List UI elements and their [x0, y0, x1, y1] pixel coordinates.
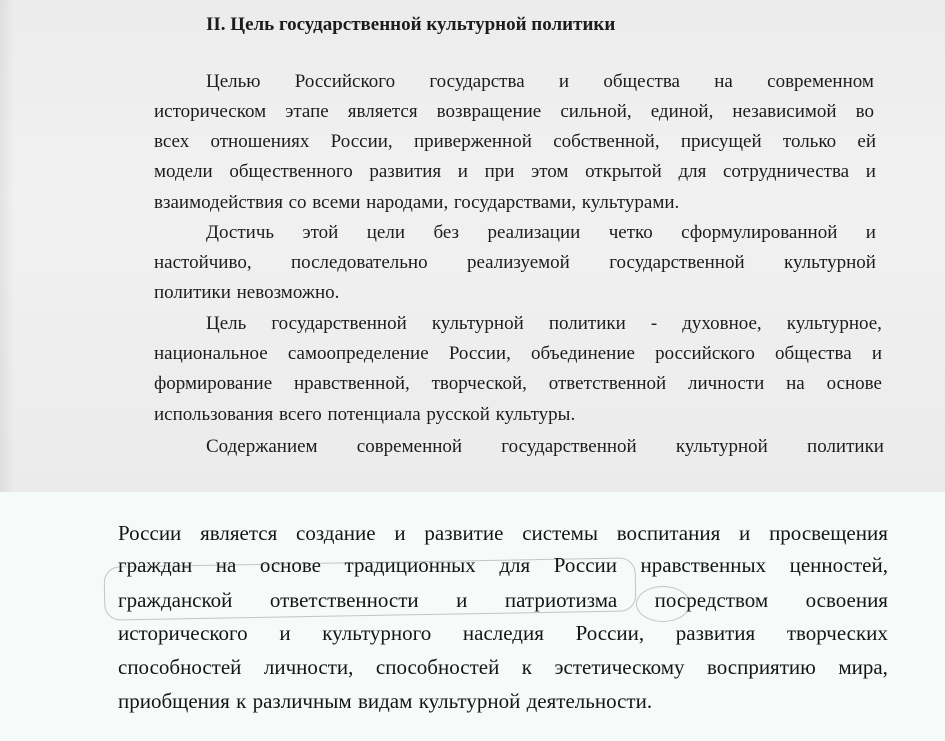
word: общества: [603, 71, 680, 92]
word: и: [279, 621, 291, 645]
word: ответственности: [269, 588, 419, 612]
word: России,: [575, 621, 645, 645]
word: основе: [826, 373, 882, 394]
word: современной: [356, 436, 463, 457]
word: политики: [154, 282, 231, 303]
word: просвещения: [769, 521, 888, 545]
word: культурной: [784, 252, 876, 273]
word: формирование: [154, 373, 273, 394]
text-line: [118, 621, 888, 646]
word: культурного: [322, 621, 432, 645]
word: четко: [608, 222, 653, 243]
text-line: [206, 71, 874, 93]
word: исторического: [118, 621, 248, 645]
word: личности: [688, 373, 765, 394]
word: и: [456, 588, 468, 612]
text-line: [118, 655, 888, 680]
word: культурной: [675, 436, 768, 457]
word: и: [558, 71, 570, 92]
word: России,: [330, 131, 393, 152]
text-line: [118, 689, 818, 714]
word: общества: [775, 343, 852, 364]
word: системы: [522, 521, 598, 545]
word: культурной: [418, 689, 521, 713]
word: является: [200, 521, 278, 545]
word: граждан: [118, 553, 193, 577]
word: традиционных: [344, 553, 476, 577]
word: российского: [655, 343, 755, 364]
word: современном: [767, 71, 874, 92]
text-line: [154, 161, 876, 183]
word: ей: [857, 131, 876, 152]
word: без: [433, 222, 460, 243]
word: патриотизма: [504, 588, 618, 612]
word: воспитания: [616, 521, 721, 545]
word: восприятию: [706, 655, 816, 679]
word: для: [678, 161, 707, 182]
word: приверженной: [413, 131, 532, 152]
word: и: [739, 521, 751, 545]
word: возвращение: [436, 101, 542, 122]
word: Российского: [294, 71, 396, 92]
text-line: [118, 588, 888, 613]
word: освоения: [805, 588, 888, 612]
word: последовательно: [290, 252, 428, 273]
word: народами,: [366, 192, 449, 213]
word: России,: [448, 343, 511, 364]
word: гражданской: [118, 588, 233, 612]
word: посредством: [654, 588, 769, 612]
word: единой,: [650, 101, 714, 122]
word: использования: [154, 404, 274, 425]
word: и: [865, 222, 876, 243]
word: политики: [548, 313, 626, 334]
word: России: [553, 553, 617, 577]
word: к: [521, 655, 532, 679]
word: нравственных: [640, 553, 767, 577]
word: историческом: [154, 101, 267, 122]
word: основе: [259, 553, 322, 577]
word: государственной: [609, 252, 745, 273]
text-line: [154, 282, 454, 304]
word: Цель: [206, 313, 247, 334]
word: всеми: [312, 192, 361, 213]
word: сильной,: [560, 101, 632, 122]
word: независимой: [732, 101, 837, 122]
text-line: [206, 313, 882, 335]
word: Достичь: [206, 222, 275, 243]
word: творческой,: [431, 373, 527, 394]
text-line: [206, 222, 876, 244]
word: присущей: [680, 131, 762, 152]
text-line: [154, 101, 874, 123]
section-heading: II. Цель государственной культурной политики: [206, 14, 616, 35]
word: приобщения: [118, 689, 230, 713]
word: и: [865, 161, 876, 182]
word: государствами,: [453, 192, 577, 213]
word: русской: [426, 404, 490, 425]
word: на: [714, 71, 733, 92]
word: нравственной,: [294, 373, 410, 394]
word: самоопределение: [287, 343, 429, 364]
word: развития: [369, 161, 442, 182]
word: отношениях: [210, 131, 310, 152]
word: национальное: [154, 343, 268, 364]
word: всех: [154, 131, 190, 152]
word: всего: [278, 404, 322, 425]
word: эстетическому: [554, 655, 685, 679]
text-line: [154, 404, 654, 426]
word: открытой: [585, 161, 662, 182]
word: общественного: [229, 161, 353, 182]
word: этапе: [285, 101, 329, 122]
word: культуры.: [495, 404, 576, 425]
word: при: [484, 161, 515, 182]
word: различным: [252, 689, 352, 713]
word: государства: [429, 71, 525, 92]
word: сформулированной: [681, 222, 838, 243]
word: невозможно.: [236, 282, 340, 303]
word: государственной: [501, 436, 637, 457]
word: этом: [531, 161, 569, 182]
word: Содержанием: [206, 436, 318, 457]
word: собственной,: [553, 131, 660, 152]
text-line: [154, 192, 754, 214]
scanned-page-bottom: [0, 492, 945, 741]
word: мира,: [838, 655, 888, 679]
word: духовное,: [682, 313, 762, 334]
word: развитие: [424, 521, 504, 545]
word: творческих: [786, 621, 888, 645]
word: к: [236, 689, 247, 713]
word: Целью: [206, 71, 261, 92]
text-line: [154, 373, 882, 395]
word: является: [347, 101, 418, 122]
word: культурное,: [786, 313, 882, 334]
text-line: [118, 553, 888, 578]
text-line: [206, 436, 884, 458]
word: на: [786, 373, 805, 394]
word: культурной: [431, 313, 524, 334]
word: во: [855, 101, 874, 122]
word: видам: [357, 689, 413, 713]
word: ответственной: [548, 373, 667, 394]
word: политики: [807, 436, 884, 457]
word: личности,: [263, 655, 354, 679]
text-line: [118, 521, 888, 546]
word: и: [394, 521, 406, 545]
text-line: [154, 252, 876, 274]
text-line: [154, 131, 876, 153]
word: модели: [154, 161, 213, 182]
word: государственной: [271, 313, 407, 334]
word: настойчиво,: [154, 252, 252, 273]
word: объединение: [531, 343, 635, 364]
text-line: [154, 343, 882, 365]
word: деятельности.: [526, 689, 653, 713]
word: создание: [296, 521, 376, 545]
word: развития: [675, 621, 756, 645]
word: способностей: [375, 655, 500, 679]
word: цели: [366, 222, 406, 243]
word: для: [499, 553, 531, 577]
word: реализуемой: [466, 252, 570, 273]
word: наследия: [462, 621, 544, 645]
word: со: [288, 192, 307, 213]
word: России: [118, 521, 182, 545]
word: ценностей,: [789, 553, 888, 577]
word: потенциала: [327, 404, 421, 425]
word: и: [871, 343, 882, 364]
word: этой: [302, 222, 339, 243]
word: способностей: [118, 655, 242, 679]
word: сотрудничества: [722, 161, 850, 182]
word: культурами.: [581, 192, 680, 213]
word: и: [457, 161, 468, 182]
word: только: [782, 131, 837, 152]
word: взаимодействия: [154, 192, 283, 213]
word: на: [215, 553, 237, 577]
word: -: [650, 313, 658, 334]
word: реализации: [487, 222, 581, 243]
